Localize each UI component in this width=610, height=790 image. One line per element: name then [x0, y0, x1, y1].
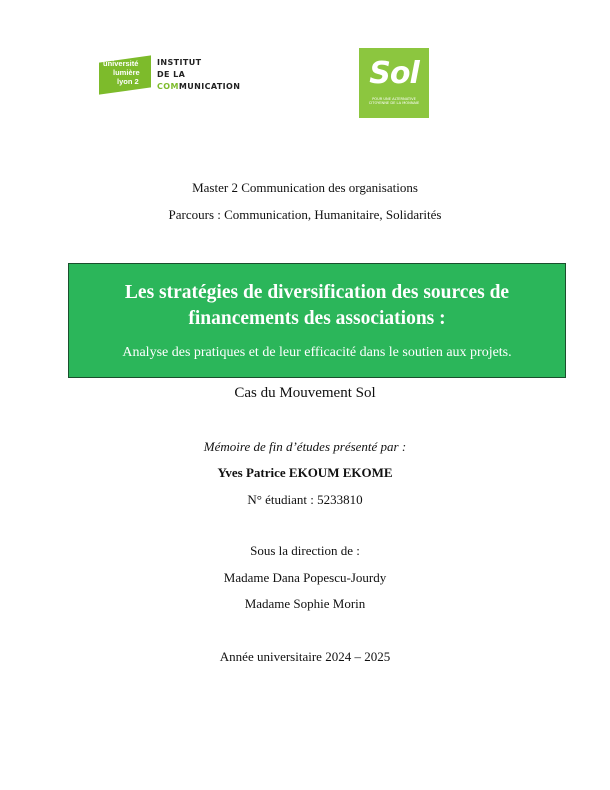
thesis-subtitle: Analyse des pratiques et de leur efficacité dans le soutien aux projets.: [122, 345, 512, 360]
author-name: Yves Patrice EKOUM EKOME: [217, 465, 393, 480]
sol-logo-tagline: POUR UNE ALTERNATIVE CITOYENNE DE LA MONNAIE: [368, 97, 420, 106]
author-intro: Mémoire de fin d’études présenté par :: [203, 439, 407, 454]
academic-year: Année universitaire 2024 – 2025: [219, 649, 391, 664]
program-track: Parcours : Communication, Humanitaire, Solidarités: [168, 207, 442, 222]
university-logo-line2: lumière: [113, 68, 140, 77]
institute-line1: INSTITUT: [157, 58, 202, 67]
case-study: Cas du Mouvement Sol: [234, 385, 376, 401]
supervision-intro: Sous la direction de :: [250, 543, 360, 558]
university-logo-line3: lyon 2: [117, 77, 139, 86]
institute-line2: DE LA: [157, 70, 186, 79]
university-logo: [99, 57, 249, 97]
supervisor-1: Madame Dana Popescu-Jourdy: [223, 570, 387, 585]
program-degree: Master 2 Communication des organisations: [192, 180, 418, 195]
sol-logo-wordmark: Sol: [369, 56, 419, 91]
supervisor-2: Madame Sophie Morin: [244, 596, 366, 611]
thesis-title: Les stratégies de diversification des sources de financements des associations :: [124, 282, 510, 329]
institute-line3: COMMUNICATION: [157, 82, 241, 91]
university-logo-line1: université: [103, 59, 139, 68]
student-id: N° étudiant : 5233810: [247, 492, 363, 507]
sol-logo: [359, 48, 429, 118]
title-box: [68, 263, 566, 378]
